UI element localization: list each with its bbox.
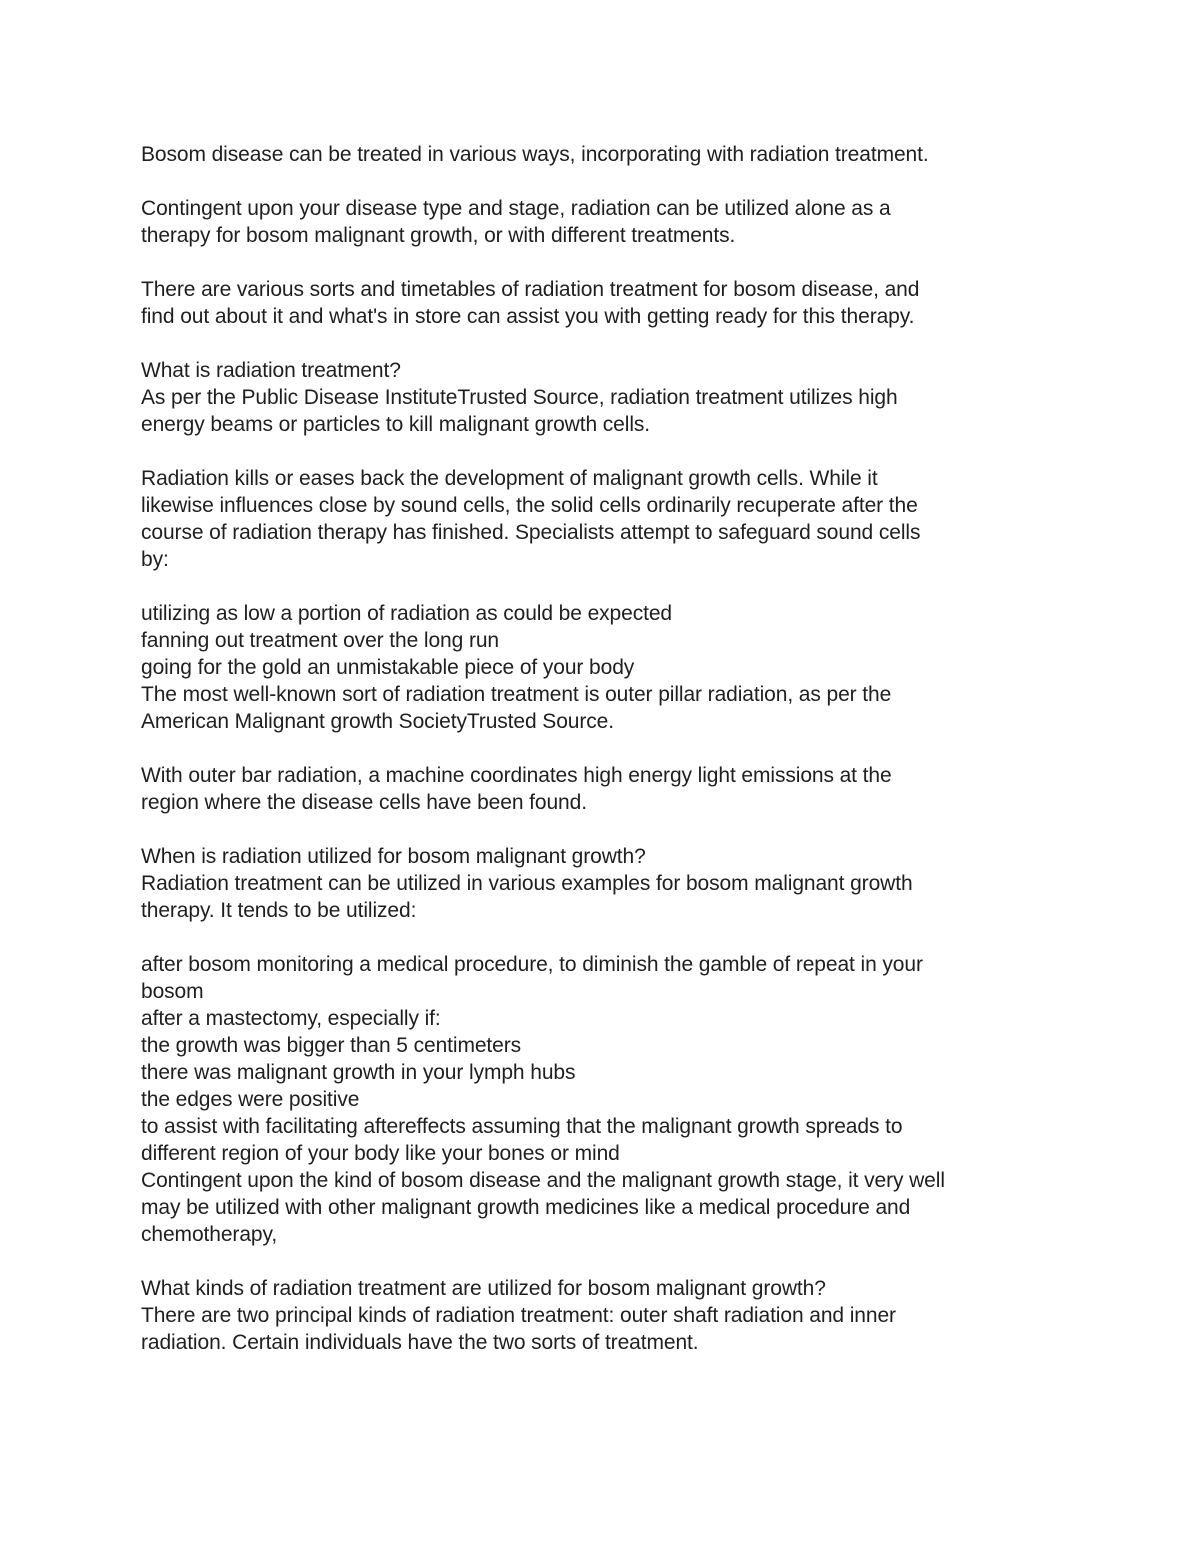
text-line: What is radiation treatment? [141,359,401,382]
text-line: after bosom monitoring a medical procedure, to diminish the gamble of repeat in your [141,953,923,976]
text-line: after a mastectomy, especially if: [141,1007,441,1030]
text-line: utilizing as low a portion of radiation as could be expected [141,602,672,625]
text-line: to assist with facilitating aftereffects assuming that the malignant growth spreads to [141,1115,903,1138]
text-line: find out about it and what's in store can assist you with getting ready for this therapy. [141,305,915,328]
text-line: different region of your body like your bones or mind [141,1142,620,1165]
text-line: there was malignant growth in your lymph hubs [141,1061,576,1084]
text-line: the edges were positive [141,1088,360,1111]
blank-line [141,816,1061,843]
text-line: As per the Public Disease InstituteTrusted Source, radiation treatment utilizes high [141,386,898,409]
text-line: therapy for bosom malignant growth, or with different treatments. [141,224,736,247]
document-body [141,141,1061,1356]
text-line: The most well-known sort of radiation treatment is outer pillar radiation, as per the [141,683,892,706]
text-line: may be utilized with other malignant growth medicines like a medical procedure and [141,1196,911,1219]
text-line: Contingent upon the kind of bosom disease and the malignant growth stage, it very well [141,1169,945,1192]
blank-line [141,330,1061,357]
text-line: American Malignant growth SocietyTrusted Source. [141,710,614,733]
text-line: radiation. Certain individuals have the two sorts of treatment. [141,1331,699,1354]
text-line: the growth was bigger than 5 centimeters [141,1034,522,1057]
text-line: likewise influences close by sound cells, the solid cells ordinarily recuperate after the [141,494,918,517]
text-line: Radiation kills or eases back the development of malignant growth cells. While it [141,467,878,490]
text-line: region where the disease cells have been found. [141,791,587,814]
text-line: chemotherapy, [141,1223,278,1246]
text-line: With outer bar radiation, a machine coordinates high energy light emissions at the [141,764,892,787]
text-line: bosom [141,980,204,1003]
blank-line [141,924,1061,951]
blank-line [141,438,1061,465]
text-line: Radiation treatment can be utilized in various examples for bosom malignant growth [141,872,913,895]
text-line: Bosom disease can be treated in various ways, incorporating with radiation treatment. [141,143,929,166]
text-line: There are two principal kinds of radiation treatment: outer shaft radiation and inner [141,1304,896,1327]
text-line: course of radiation therapy has finished. Specialists attempt to safeguard sound cells [141,521,921,544]
text-line: There are various sorts and timetables of radiation treatment for bosom disease, and [141,278,920,301]
blank-line [141,735,1061,762]
text-line: by: [141,548,169,571]
text-line: What kinds of radiation treatment are utilized for bosom malignant growth? [141,1277,826,1300]
text-line: Contingent upon your disease type and stage, radiation can be utilized alone as a [141,197,891,220]
text-line: therapy. It tends to be utilized: [141,899,417,922]
blank-line [141,573,1061,600]
text-line: going for the gold an unmistakable piece of your body [141,656,635,679]
blank-line [141,1248,1061,1275]
blank-line [141,168,1061,195]
text-line: When is radiation utilized for bosom malignant growth? [141,845,646,868]
blank-line [141,249,1061,276]
text-line: energy beams or particles to kill malignant growth cells. [141,413,651,436]
text-line: fanning out treatment over the long run [141,629,500,652]
